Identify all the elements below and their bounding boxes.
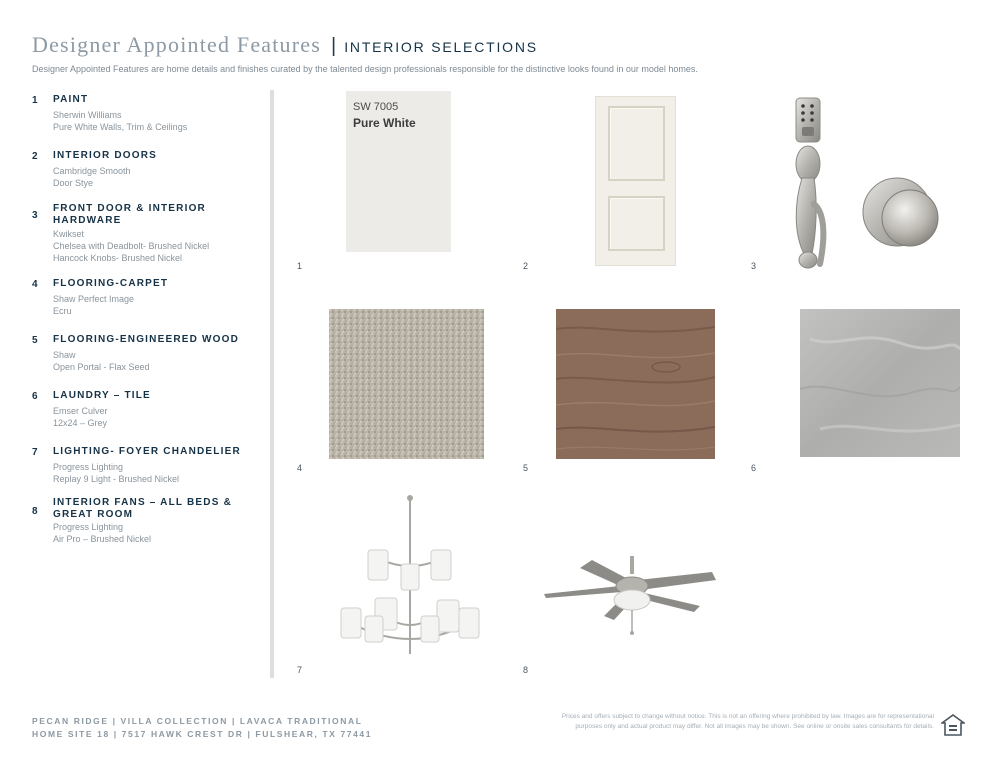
address-line: HOME SITE 18 | 7517 HAWK CREST DR | FULSHEAR, TX 77441	[32, 729, 373, 739]
feature-line: Progress Lighting	[53, 522, 124, 532]
feature-details	[53, 109, 273, 133]
feature-number: 5	[32, 335, 38, 346]
feature-number: 1	[32, 95, 38, 106]
tile-swatch	[800, 309, 960, 457]
feature-details	[53, 165, 273, 189]
feature-line: Air Pro – Brushed Nickel	[53, 534, 152, 544]
page-title: Designer Appointed Features	[32, 32, 322, 57]
feature-title: FLOORING-ENGINEERED WOOD	[53, 334, 240, 345]
feature-line: Sherwin Williams	[53, 110, 122, 120]
door-upper-panel	[608, 106, 665, 181]
feature-line: Chelsea with Deadbolt- Brushed Nickel	[53, 241, 210, 251]
carpet-swatch	[329, 309, 484, 459]
page-subtitle: Designer Appointed Features are home details and finishes curated by the talented design professionals responsible for the distinctive looks found in our model homes.	[32, 64, 698, 74]
community-line: PECAN RIDGE | VILLA COLLECTION | LAVACA TRADITIONAL	[32, 716, 363, 726]
feature-line: Kwikset	[53, 229, 85, 239]
feature-line: Cambridge Smooth	[53, 166, 131, 176]
feature-line: Emser Culver	[53, 406, 108, 416]
feature-line: Replay 9 Light - Brushed Nickel	[53, 474, 180, 484]
community-info	[32, 715, 372, 741]
feature-title: LAUNDRY – TILE	[53, 390, 151, 401]
door-lower-panel	[608, 196, 665, 251]
feature-title: PAINT	[53, 94, 89, 105]
vertical-divider	[270, 90, 274, 678]
door-icon	[595, 96, 676, 266]
door-knob	[863, 178, 938, 246]
handleset	[796, 146, 823, 268]
feature-number: 8	[32, 506, 38, 517]
section-title: INTERIOR SELECTIONS	[344, 39, 538, 55]
paint-code: SW 7005	[353, 101, 399, 113]
tile-number: 4	[297, 463, 303, 473]
title-row	[32, 32, 972, 58]
feature-line: Progress Lighting	[53, 462, 124, 472]
feature-details	[53, 405, 273, 429]
feature-line: Pure White Walls, Trim & Ceilings	[53, 122, 188, 132]
feature-number: 4	[32, 279, 38, 290]
feature-details	[53, 293, 273, 317]
tile-number: 5	[523, 463, 529, 473]
hardware-icon	[790, 94, 950, 274]
feature-line: Shaw Perfect Image	[53, 294, 135, 304]
feature-title: INTERIOR FANS – ALL BEDS & GREAT ROOM	[53, 497, 232, 520]
disclaimer: Prices and offers subject to change without notice. This is not an offering where prohibited by law. Images are for representational purposes only and actual product may differ. Not all images may be shown. See online or onsite sales consultants for details.	[561, 713, 934, 730]
feature-number: 3	[32, 210, 38, 221]
ceiling-fan-icon	[544, 556, 719, 638]
tile-number: 8	[523, 665, 529, 675]
feature-line: 12x24 – Grey	[53, 418, 108, 428]
tile-number: 3	[751, 261, 757, 271]
feature-line: Ecru	[53, 306, 72, 316]
title-separator: |	[331, 35, 337, 57]
tile-number: 2	[523, 261, 529, 271]
feature-title: LIGHTING- FOYER CHANDELIER	[53, 446, 241, 457]
wood-swatch	[556, 309, 715, 459]
feature-line: Open Portal - Flax Seed	[53, 362, 150, 372]
tile-number: 6	[751, 463, 757, 473]
paint-name: Pure White	[353, 116, 416, 130]
tile-number: 1	[297, 261, 303, 271]
feature-number: 6	[32, 391, 38, 402]
feature-title: FRONT DOOR & INTERIOR HARDWARE	[53, 203, 206, 226]
chandelier-icon	[335, 494, 485, 664]
page-header	[32, 32, 972, 74]
feature-details	[53, 228, 273, 264]
feature-details	[53, 461, 273, 485]
feature-title: FLOORING-CARPET	[53, 278, 169, 289]
feature-title: INTERIOR DOORS	[53, 150, 158, 161]
tile-number: 7	[297, 665, 303, 675]
feature-line: Door Stye	[53, 178, 94, 188]
feature-details	[53, 349, 273, 373]
feature-details	[53, 521, 273, 545]
feature-number: 7	[32, 447, 38, 458]
equal-housing-icon	[941, 714, 965, 736]
feature-number: 2	[32, 151, 38, 162]
keypad-deadbolt	[796, 98, 820, 142]
feature-line: Hancock Knobs- Brushed Nickel	[53, 253, 183, 263]
feature-line: Shaw	[53, 350, 76, 360]
paint-chip	[346, 91, 451, 252]
